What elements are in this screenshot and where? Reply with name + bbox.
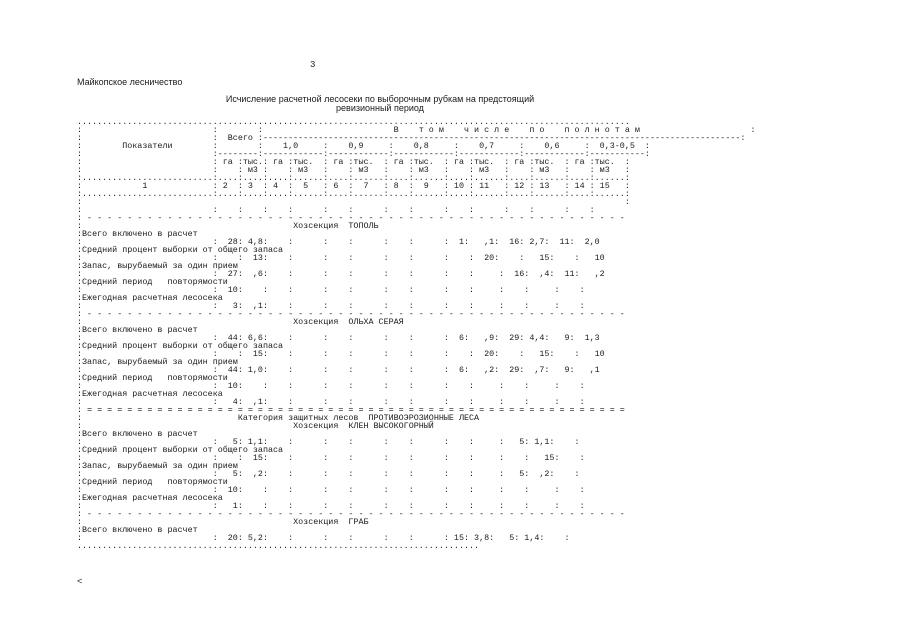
report-line: ................................................................................ <box>77 541 480 551</box>
report-line: : : 10: : : : : : : : : : : : : <box>77 381 585 391</box>
report-line: : Хозсекция ТОПОЛЬ <box>77 221 379 231</box>
report-line: : 1 : 2 : 3 : 4 : 5 : 6 : 7 : 8 : 9 : 10 : 11 : 12 : 13 : 14 : 15 : <box>77 181 630 191</box>
report-line: : : : 15: : : : : : : : : : 15: : <box>77 453 585 463</box>
page-number: 3 <box>310 60 316 70</box>
report-line: .............................................................................................................. <box>77 117 630 127</box>
report-line: : : 10: : : : : : : : : : : : : <box>77 485 585 495</box>
report-line: : : 10: : : : : : : : : : : : : <box>77 285 585 295</box>
report-line: :Всего включено в расчет <box>77 429 198 439</box>
report-line: :Всего включено в расчет <box>77 325 198 335</box>
report-line: : : 3: ,1: : : : : : : : : : : : <box>77 301 585 311</box>
report-line: : : : : : : : : : : : : : : : <box>77 205 625 215</box>
report-line: : : : В т о м ч и с л е п о п о л н о т а м : <box>77 125 756 135</box>
report-line: : :--------:------------:------------:------------:------------:------------:-----------: <box>77 149 650 159</box>
report-line: :Всего включено в расчет <box>77 525 198 535</box>
report-line: : : 28: 4,8: : : : : : : 1: ,1: 16: 2,7: 11: 2,0 <box>77 237 600 247</box>
report-line: :Запас, вырубаемый за один прием <box>77 261 238 271</box>
report-title <box>160 95 600 113</box>
report-line: : - - - - - - - - - - - - - - - - - - - - - - - - - - - - - - - - - - - - - - - - - - - - - - - - - - - - - - <box>77 309 625 319</box>
report-line: : : 5: ,2: : : : : : : : : 5: ,2: : <box>77 469 580 479</box>
report-line: : - - - - - - - - - - - - - - - - - - - - - - - - - - - - - - - - - - - - - - - - - - - - - - - - - - - - - - <box>77 213 625 223</box>
report-line: :Ежегодная расчетная лесосека <box>77 293 223 303</box>
report-line: : : : 13: : : : : : : : 20: : 15: : 10 <box>77 253 605 263</box>
report-line: : : 4: ,1: : : : : : : : : : : : <box>77 397 585 407</box>
report-line: :Средний период повторямости <box>77 277 228 287</box>
report-line: : : 1: : : : : : : : : : : : : <box>77 501 585 511</box>
report-line: : : : м3 : : м3 : : м3 : : м3 : : м3 : : м3 : : м3 : <box>77 165 630 175</box>
report-line: : : <box>77 197 630 207</box>
report-line: :Всего включено в расчет <box>77 229 198 239</box>
report-line: : : : 15: : : : : : : : 20: : 15: : 10 <box>77 349 605 359</box>
report-line: :Ежегодная расчетная лесосека <box>77 389 223 399</box>
report-line: :..........................:....:....:....:......:....:......:....:......:....:......:....:......:....:......: <box>77 189 630 199</box>
report-line: : = = = = = = = = = = = = = = = = = = = = = = = = = = = = = = = = = = = = = = = = = = = = = = = = = = = = = = <box>77 405 625 415</box>
report-line: : : 27: ,6: : : : : : : : : 16: ,4: 11: ,2 <box>77 269 605 279</box>
report-line: : Категория защитных лесов ПРОТИВОЭРОЗИОННЫЕ ЛЕСА <box>77 413 480 423</box>
report-line: : : 44: 6,6: : : : : : : 6: ,9: 29: 4,4: 9: 1,3 <box>77 333 600 343</box>
cursor-mark: < <box>77 577 83 587</box>
report-table <box>77 118 756 550</box>
forestry-name: Майкопское лесничество <box>77 77 183 87</box>
report-line: : Хозсекция ОЛЬХА СЕРАЯ <box>77 317 404 327</box>
report-line: : : 20: 5,2: : : : : : : 15: 3,8: 5: 1,4: : <box>77 533 570 543</box>
report-line: :Средний процент выборки от общего запаса <box>77 341 284 351</box>
report-line: :Запас, вырубаемый за один прием <box>77 461 238 471</box>
report-line: :Средний процент выборки от общего запаса <box>77 445 284 455</box>
report-line: :Запас, вырубаемый за один прием <box>77 357 238 367</box>
report-line: : Хозсекция КЛЕН ВЫСОКОГОРНЫЙ <box>77 421 434 431</box>
report-line: :Средний период повторямости <box>77 477 228 487</box>
report-line: : : 5: 1,1: : : : : : : : : 5: 1,1: : <box>77 437 580 447</box>
report-title-line-2: ревизионный период <box>336 103 424 113</box>
report-line: : : 44: 1,0: : : : : : : 6: ,2: 29: ,7: 9: ,1 <box>77 365 600 375</box>
report-line: :Средний период повторямости <box>77 373 228 383</box>
report-line: :Средний процент выборки от общего запаса <box>77 245 284 255</box>
report-line: :Ежегодная расчетная лесосека <box>77 493 223 503</box>
report-line: : : га :тыс.: га :тыс. : га :тыс. : га :тыс. : га :тыс. : га :тыс. : га :тыс. : <box>77 157 630 167</box>
report-line: : Хозсекция ГРАБ <box>77 517 369 527</box>
report-title-line-1: Исчисление расчетной лесосеки по выборочным рубкам на предстоящий <box>225 94 535 104</box>
report-line: : - - - - - - - - - - - - - - - - - - - - - - - - - - - - - - - - - - - - - - - - - - - - - - - - - - - - - - <box>77 509 625 519</box>
report-line: : : Всего :-----------------------------------------------------------------------------------------------: <box>77 133 746 143</box>
report-line: :..........................:....:....:....:......:....:......:....:......:....:......:....:......:....:......: <box>77 173 630 183</box>
report-line: : Показатели : : 1,0 : 0,9 : 0,8 : 0,7 : 0,6 : 0,3-0,5 : <box>77 141 650 151</box>
